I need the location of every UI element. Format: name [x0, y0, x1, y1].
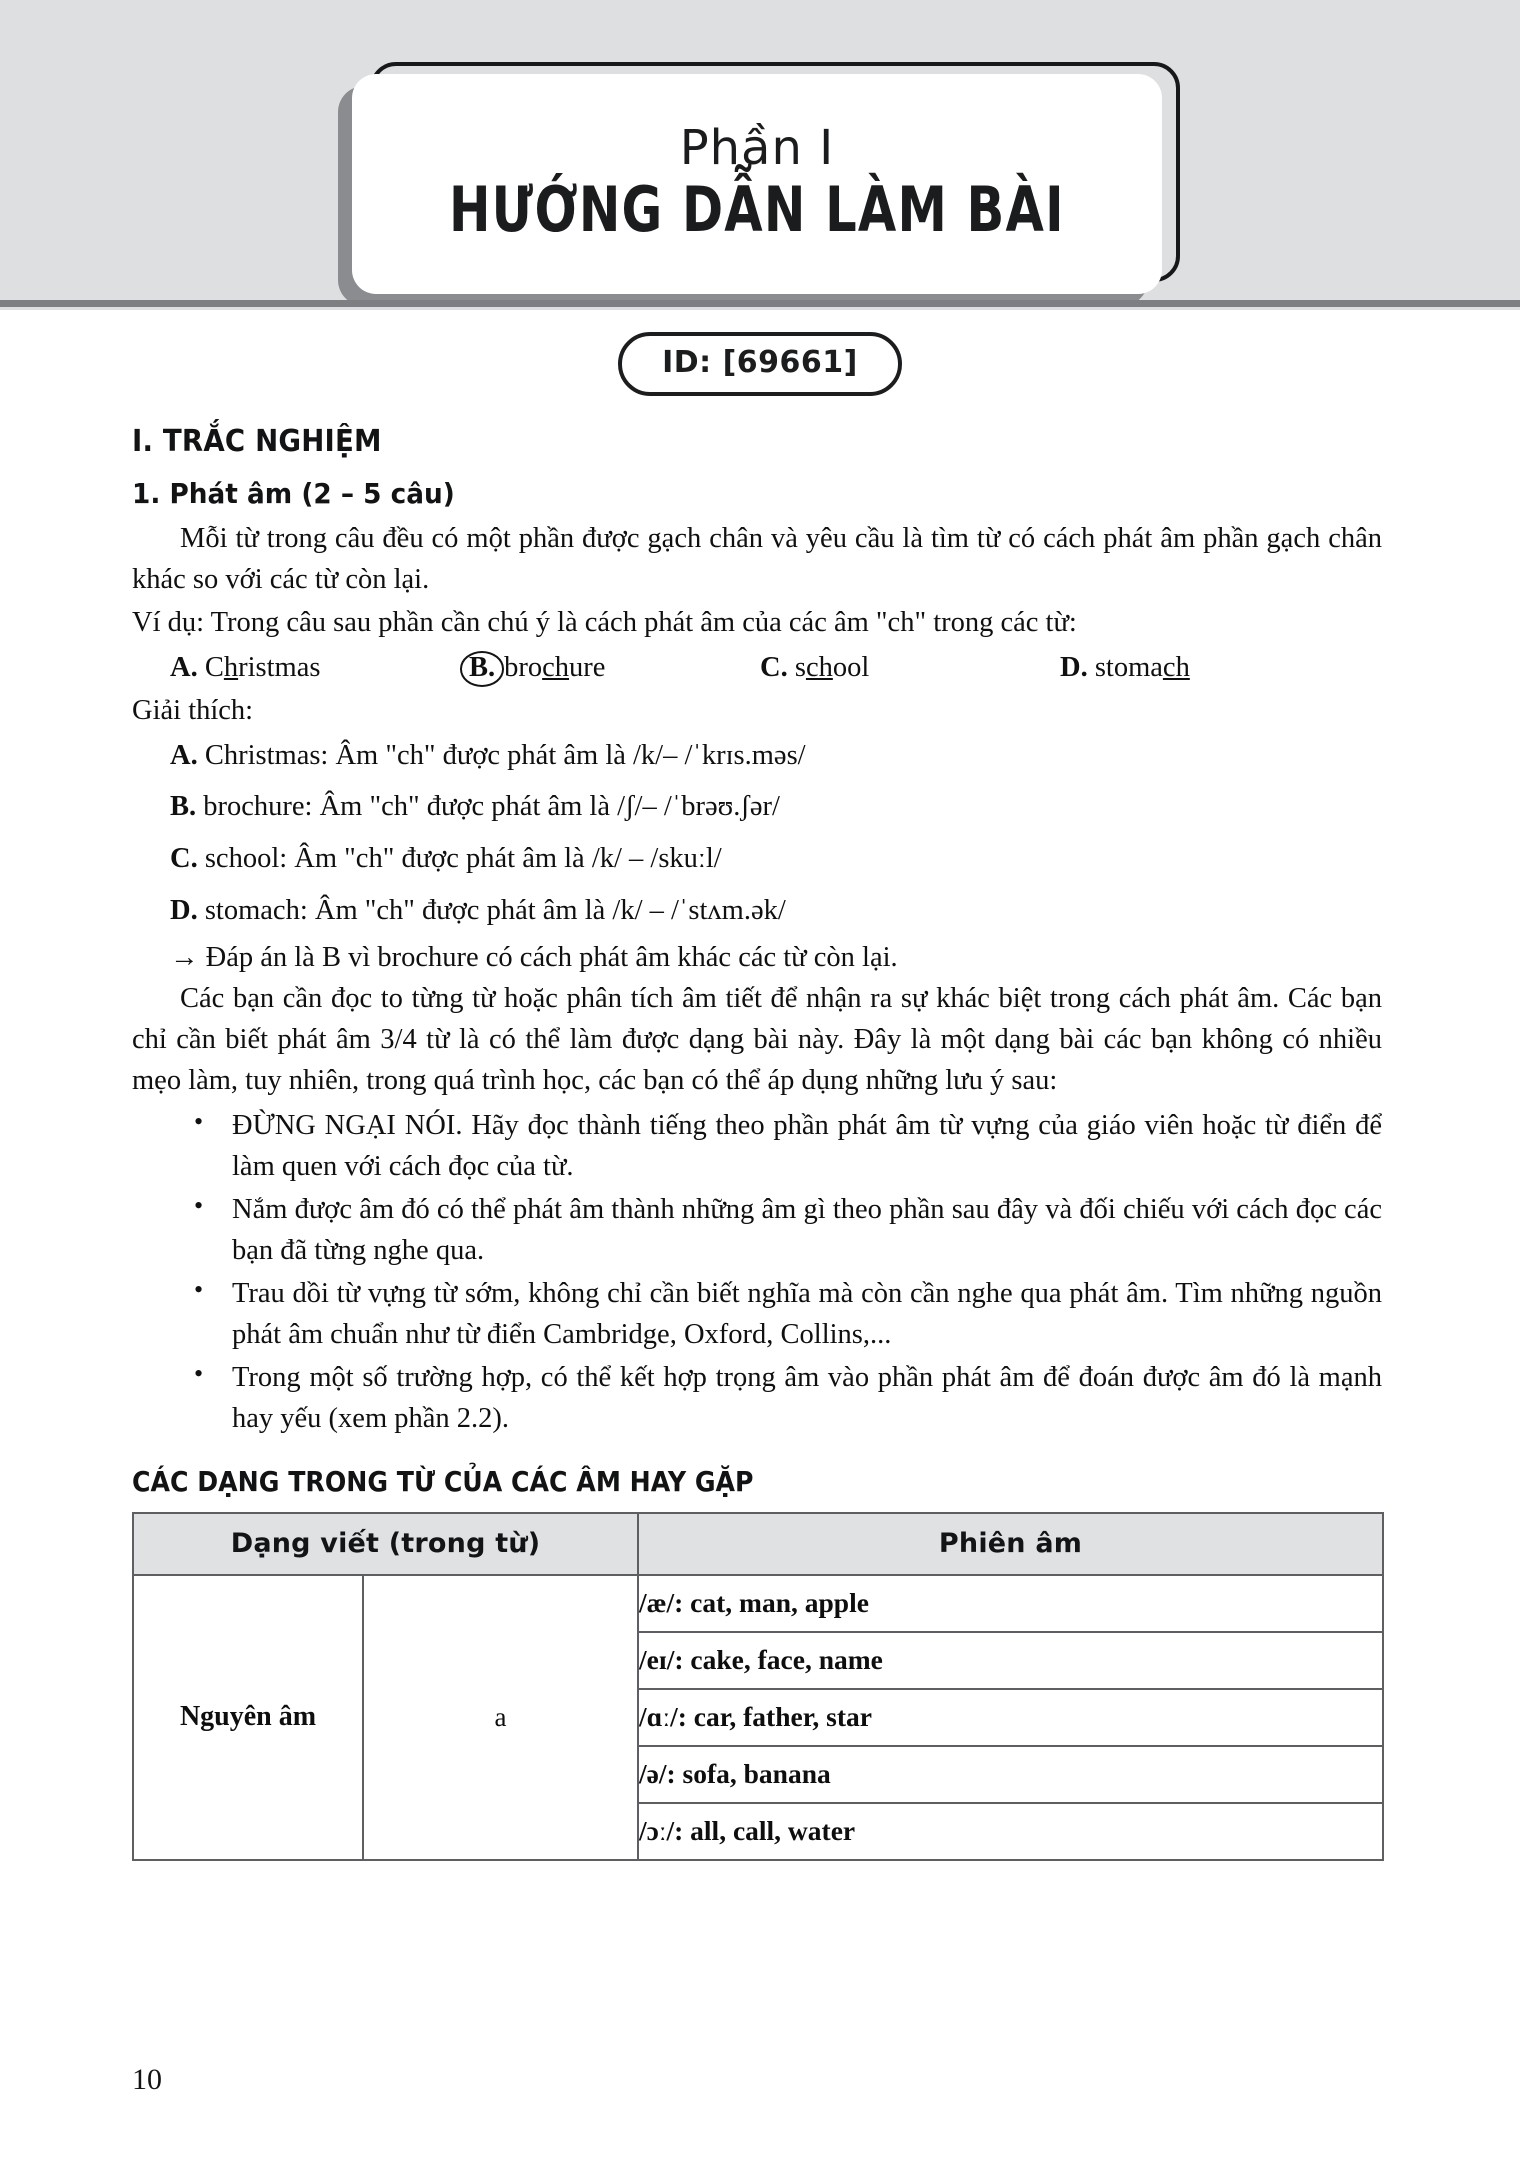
choice-letter-b-circled: B.	[460, 651, 504, 687]
list-item: • Trong một số trường hợp, có thể kết hợp trọng âm vào phần phát âm để đoán được âm đó là mạnh hay yếu (xem phần 2.2).	[180, 1357, 1382, 1439]
choice-word-b: brochure	[504, 652, 606, 684]
table-cell-ipa: /ə/: sofa, banana	[638, 1746, 1383, 1803]
example-prompt: Ví dụ: Trong câu sau phần cần chú ý là cách phát âm của các âm "ch" trong các từ:	[132, 607, 1077, 639]
explanation-text-a: Christmas: Âm "ch" được phát âm là /k/– /ˈkrɪs.məs/	[204, 739, 806, 771]
table-header-dang-viet: Dạng viết (trong từ)	[133, 1513, 638, 1575]
document-content	[0, 424, 1520, 1861]
table-cell-category: Nguyên âm	[133, 1575, 363, 1860]
explanation-text-c: school: Âm "ch" được phát âm là /k/ – /skuːl/	[204, 843, 722, 875]
choice-letter-c: C.	[760, 652, 788, 684]
choice-letter-a: A.	[170, 652, 198, 684]
table-cell-ipa: /æ/: cat, man, apple	[638, 1575, 1383, 1632]
table-cell-ipa: /eɪ/: cake, face, name	[638, 1632, 1383, 1689]
explanation-label: Giải thích:	[132, 694, 254, 726]
explanation-text-b: brochure: Âm "ch" được phát âm là /ʃ/– /ˈbrəʊ.ʃər/	[203, 791, 780, 823]
answer-choice-a[interactable]	[170, 649, 460, 687]
answer-choice-b[interactable]	[460, 649, 760, 687]
table-cell-letter: a	[363, 1575, 638, 1860]
phonetics-table	[132, 1512, 1384, 1861]
explanation-line-d	[170, 890, 1382, 933]
banner-part-label: Phần I	[679, 119, 835, 176]
explanation-conclusion: → Đáp án là B vì brochure có cách phát âm khác các từ còn lại.	[170, 941, 898, 973]
page-number: 10	[132, 2063, 162, 2096]
id-badge-container	[0, 332, 1520, 396]
choice-word-d: stomach	[1094, 652, 1190, 684]
subsection-heading-phat-am: 1. Phát âm (2 – 5 câu)	[132, 477, 455, 510]
explanation-letter-b: B.	[170, 791, 197, 823]
banner-title: HƯỚNG DẪN LÀM BÀI	[449, 172, 1065, 246]
banner-white-card	[352, 74, 1162, 294]
choice-word-c: school	[794, 652, 870, 684]
table-header-row	[133, 1513, 1383, 1575]
explanation-text-d: stomach: Âm "ch" được phát âm là /k/ – /ˈstʌm.ək/	[204, 894, 786, 926]
list-item: • ĐỪNG NGẠI NÓI. Hãy đọc thành tiếng theo phần phát âm từ vựng của giáo viên hoặc từ điển để làm quen với cách đọc của từ.	[180, 1105, 1382, 1187]
id-badge: ID: [69661]	[618, 332, 902, 396]
table-header-phien-am: Phiên âm	[638, 1513, 1383, 1575]
explanation-letter-c: C.	[170, 843, 198, 875]
table-title: CÁC DẠNG TRONG TỪ CỦA CÁC ÂM HAY GẶP	[132, 1464, 754, 1498]
banner-baseline-rule	[0, 300, 1520, 307]
answer-choice-d[interactable]	[1060, 649, 1190, 687]
advice-tips-list	[132, 1105, 1382, 1439]
list-item: • Nắm được âm đó có thể phát âm thành những âm gì theo phần sau đây và đối chiếu với cách đọc các bạn đã từng nghe qua.	[180, 1189, 1382, 1271]
explanation-line-a	[170, 735, 1382, 778]
intro-paragraph: Mỗi từ trong câu đều có một phần được gạch chân và yêu cầu là tìm từ có cách phát âm phần gạch chân khác so với các từ còn lại.	[132, 523, 1382, 596]
table-cell-ipa: /ɔː/: all, call, water	[638, 1803, 1383, 1860]
explanation-line-b	[170, 786, 1382, 829]
choice-word-a: Christmas	[204, 652, 321, 684]
explanation-list	[132, 735, 1382, 933]
section-heading-trac-nghiem: I. TRẮC NGHIỆM	[132, 424, 382, 459]
explanation-letter-a: A.	[170, 739, 198, 771]
advice-paragraph: Các bạn cần đọc to từng từ hoặc phân tích âm tiết để nhận ra sự khác biệt trong cách phát âm. Các bạn chỉ cần biết phát âm 3/4 từ là có thể làm được dạng bài này. Đây là một dạng bài các bạn không có nhiều mẹo làm, tuy nhiên, trong quá trình học, các bạn có thể áp dụng những lưu ý sau:	[132, 982, 1382, 1096]
table-cell-ipa: /ɑː/: car, father, star	[638, 1689, 1383, 1746]
answer-choices-row	[132, 649, 1382, 687]
answer-choice-c[interactable]	[760, 649, 1060, 687]
page-header-banner	[0, 0, 1520, 310]
list-item: • Trau dồi từ vựng từ sớm, không chỉ cần biết nghĩa mà còn cần nghe qua phát âm. Tìm những nguồn phát âm chuẩn như từ điển Cambridge, Oxford, Collins,...	[180, 1273, 1382, 1355]
explanation-line-c	[170, 838, 1382, 881]
table-row	[133, 1575, 1383, 1632]
choice-letter-d: D.	[1060, 652, 1088, 684]
explanation-letter-d: D.	[170, 894, 198, 926]
